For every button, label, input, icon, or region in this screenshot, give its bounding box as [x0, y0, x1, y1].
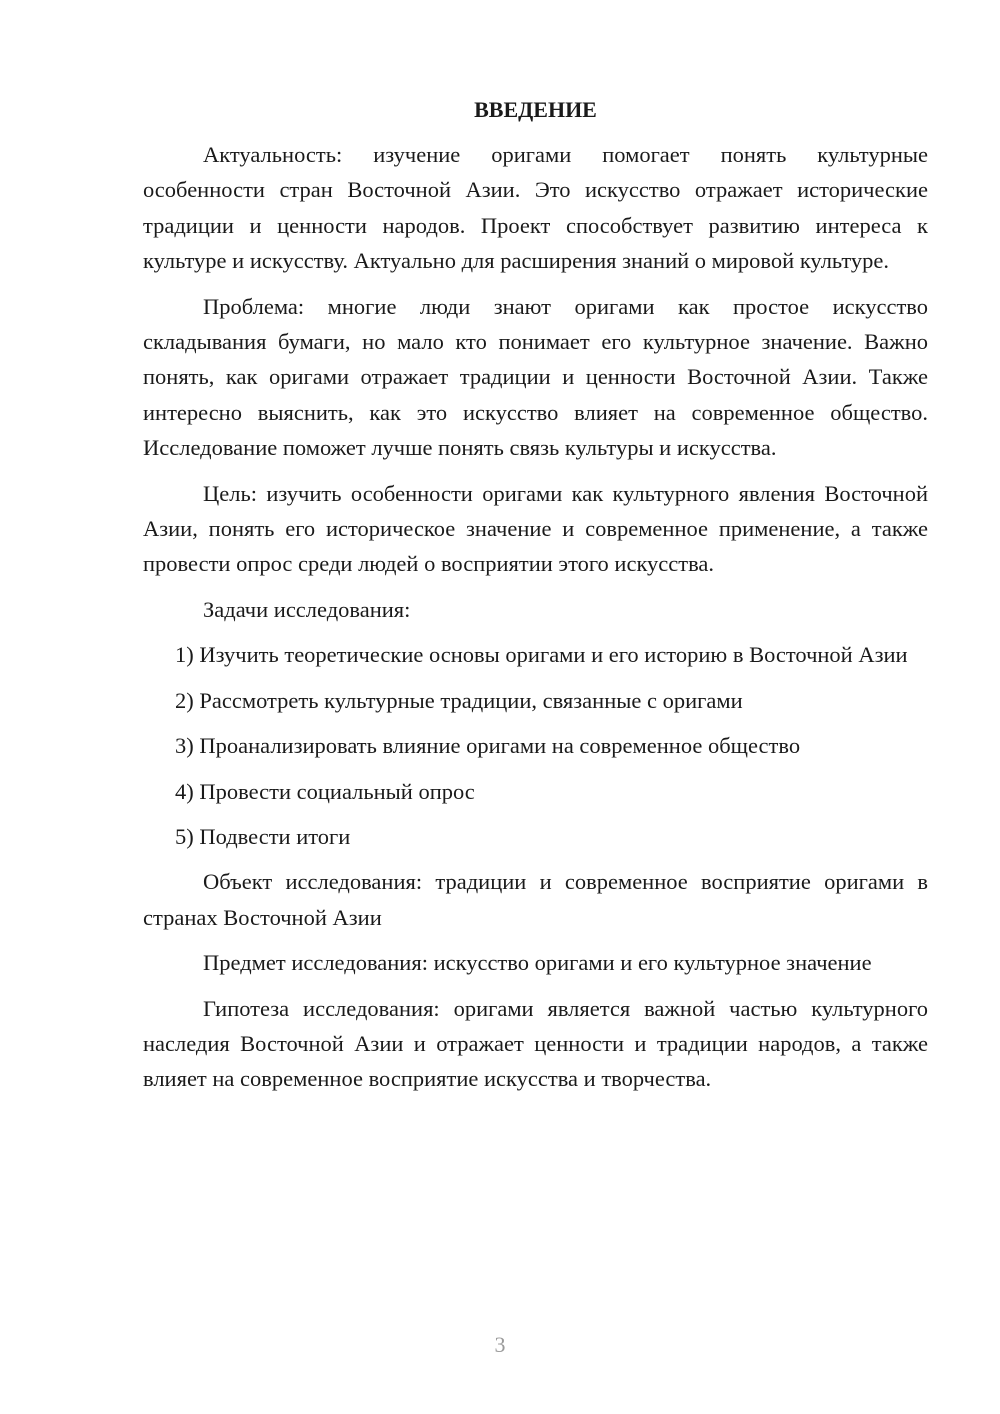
goal-paragraph: Цель: изучить особенности оригами как культурного явления Восточной Азии, понять его историческое значение и современное применение, а также провести опрос среди людей о восприятии этого искусства.: [143, 480, 928, 577]
problem-paragraph: Проблема: многие люди знают оригами как простое искусство складывания бумаги, но мало кто понимает его культурное значение. Важно понять, как оригами отражает традиции и ценности Восточной Азии. Также интересно выяснить, как это искусство влияет на современное общество. Исследование поможет лучше понять связь культуры и искусства.: [143, 293, 928, 461]
object-paragraph: Объект исследования: традиции и современное восприятие оригами в странах Восточной Азии: [143, 869, 928, 930]
task-item: 3) Проанализировать влияние оригами на современное общество: [175, 733, 801, 759]
page-number: 3: [494, 1332, 506, 1357]
tasks-list: [143, 637, 928, 854]
task-item: 1) Изучить теоретические основы оригами и его историю в Восточной Азии: [175, 642, 908, 668]
task-item: 2) Рассмотреть культурные традиции, связанные с оригами: [175, 687, 743, 713]
task-item: 5) Подвести итоги: [175, 823, 351, 849]
tasks-heading: Задачи исследования:: [203, 596, 411, 622]
subject-paragraph: Предмет исследования: искусство оригами и его культурное значение: [203, 950, 872, 976]
hypothesis-paragraph: Гипотеза исследования: оригами является важной частью культурного наследия Восточной Азии и отражает ценности и традиции народов, а также влияет на современное восприятие искусства и творчества.: [143, 995, 928, 1092]
relevance-paragraph: Актуальность: изучение оригами помогает понять культурные особенности стран Восточной Азии. Это искусство отражает исторические традиции и ценности народов. Проект способствует развитию интереса к культуре и искусству. Актуально для расширения знаний о мировой культуре.: [143, 142, 928, 274]
document-page: [143, 95, 928, 1107]
task-item: 4) Провести социальный опрос: [175, 778, 475, 804]
page-title: ВВЕДЕНИЕ: [474, 97, 597, 122]
